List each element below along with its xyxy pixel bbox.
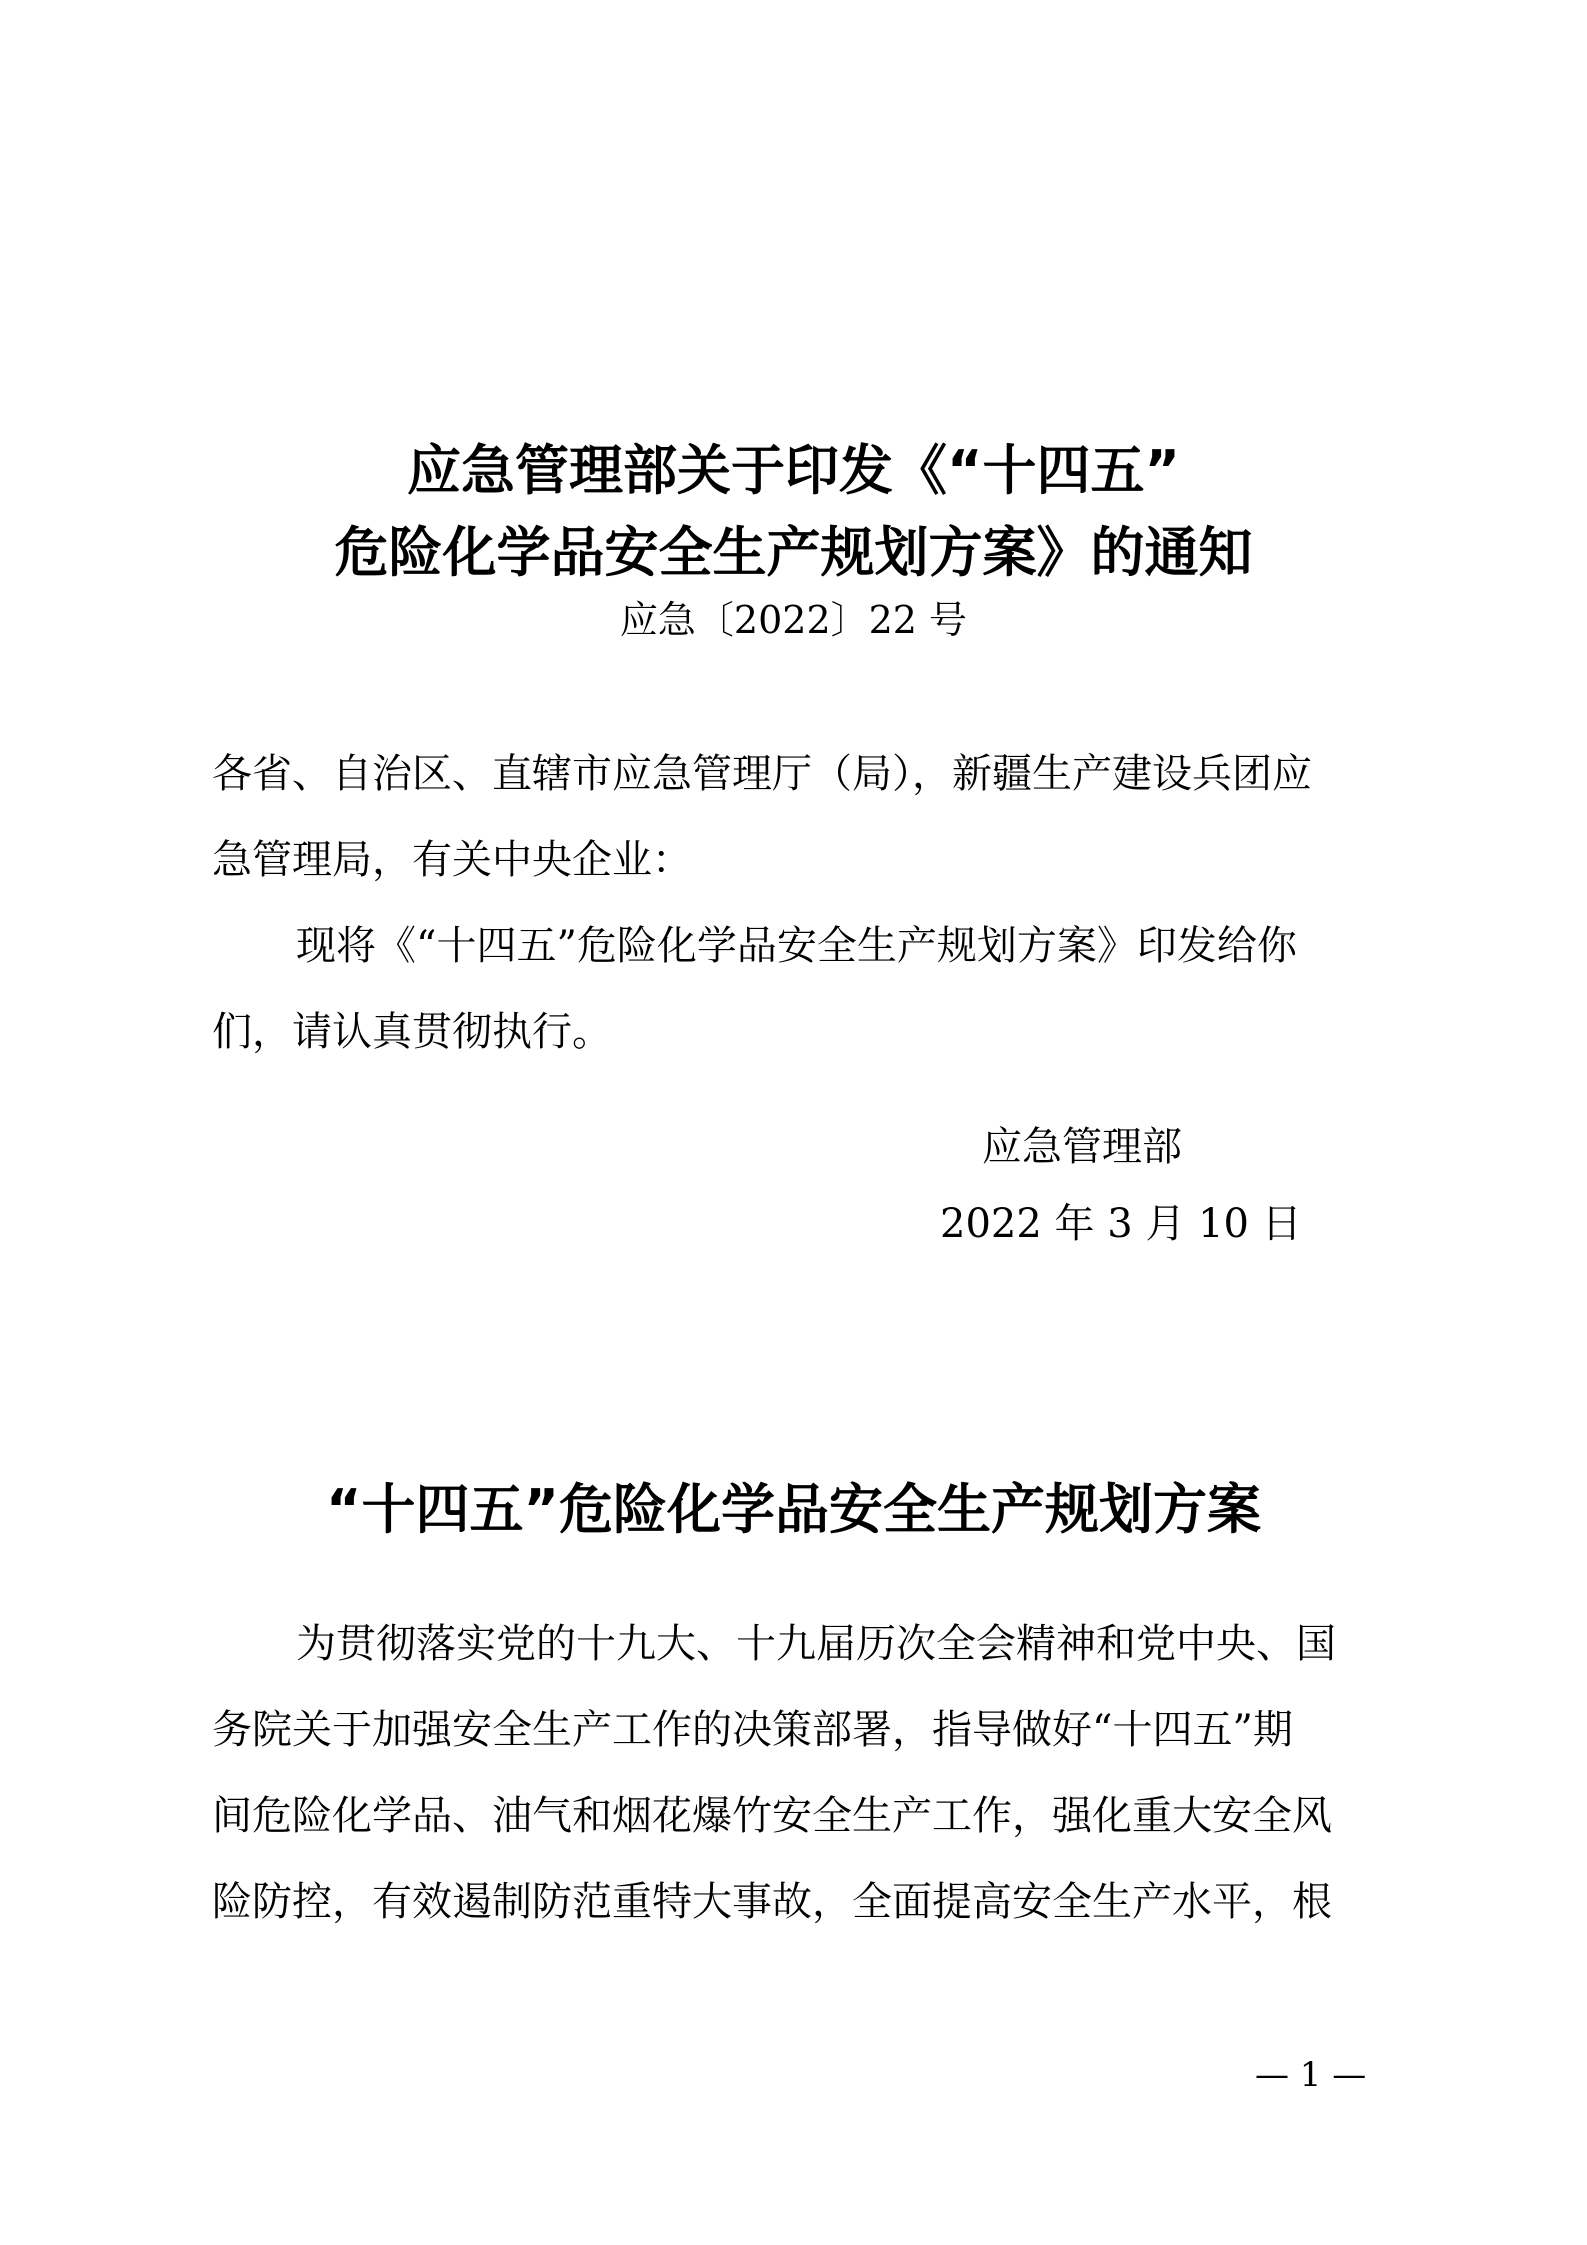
signature-organization: 应急管理部 (982, 1124, 1182, 1170)
plan-paragraph-line: 间危险化学品、油气和烟花爆竹安全生产工作，强化重大安全风 (212, 1793, 1332, 1839)
notice-title-line-1: 应急管理部关于印发《“十四五” (407, 439, 1180, 502)
page-number: — 1 — (1255, 2055, 1367, 2095)
plan-intro-paragraph (212, 1601, 1392, 1945)
body-paragraph-line-2: 们，请认真贯彻执行。 (212, 1009, 612, 1055)
addressee-line-2: 急管理局，有关中央企业： (212, 837, 692, 883)
document-number: 应急〔2022〕22 号 (619, 598, 968, 642)
plan-title: “十四五”危险化学品安全生产规划方案 (326, 1478, 1261, 1541)
notice-title (0, 430, 1587, 594)
signature-date: 2022 年 3 月 10 日 (940, 1201, 1302, 1247)
addressee-line-1: 各省、自治区、直辖市应急管理厅（局），新疆生产建设兵团应 (212, 751, 1312, 797)
plan-paragraph-line: 务院关于加强安全生产工作的决策部署，指导做好“十四五”期 (212, 1707, 1293, 1753)
notice-title-line-2: 危险化学品安全生产规划方案》的通知 (334, 521, 1253, 584)
addressee-paragraph (212, 731, 1392, 1075)
body-paragraph-line-1: 现将《“十四五”危险化学品安全生产规划方案》印发给你 (296, 923, 1297, 969)
plan-paragraph-line: 险防控，有效遏制防范重特大事故，全面提高安全生产水平，根 (212, 1879, 1332, 1925)
plan-paragraph-line: 为贯彻落实党的十九大、十九届历次全会精神和党中央、国 (296, 1621, 1336, 1667)
